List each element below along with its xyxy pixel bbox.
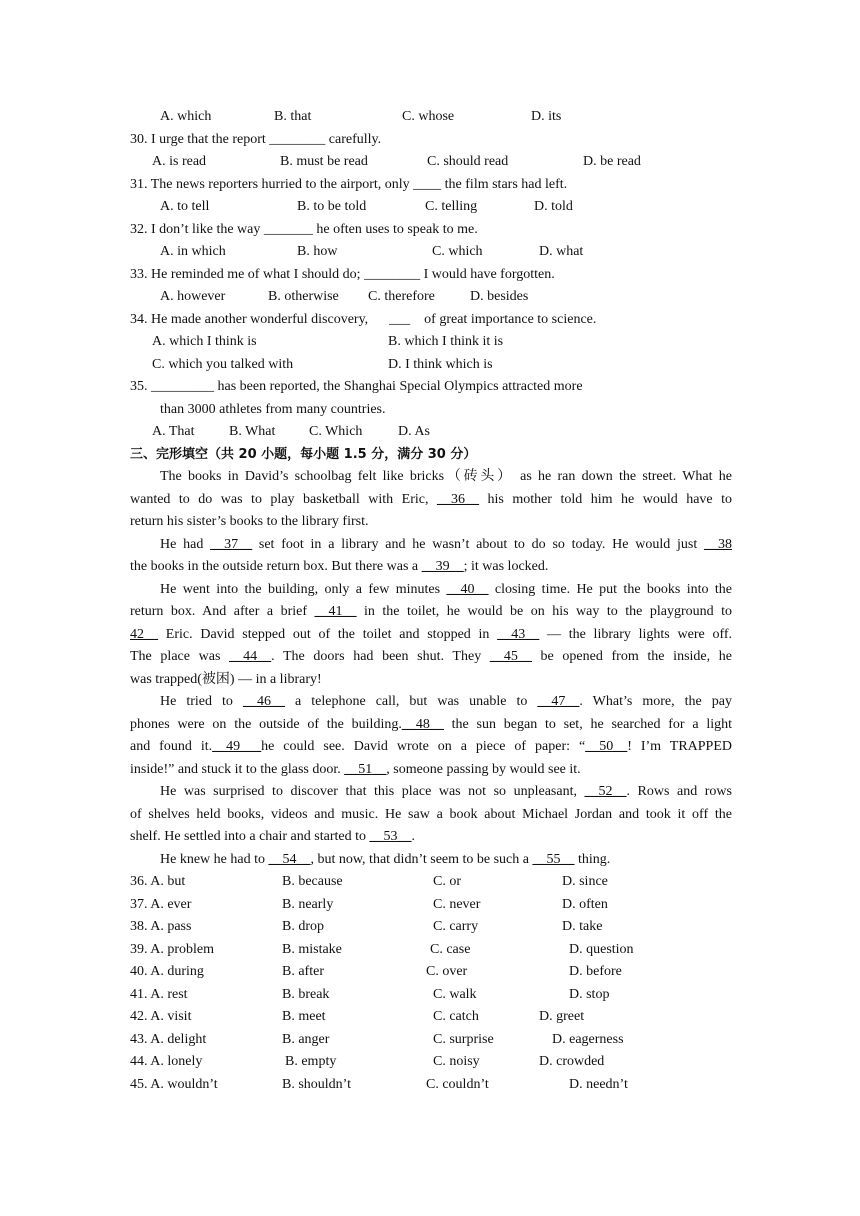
option: B. otherwise (268, 289, 339, 304)
option: B. how (297, 244, 338, 259)
option: B. break (282, 987, 330, 1002)
cloze-options-41 (130, 984, 732, 1006)
cloze-options-43 (130, 1029, 732, 1051)
cloze-options-37 (130, 894, 732, 916)
option: D. stop (569, 987, 610, 1002)
option: A. That (152, 424, 195, 439)
question-30-stem: 30. I urge that the report ________ carefully. (130, 132, 382, 147)
option: C. surprise (433, 1032, 494, 1047)
blank-37: __37__ (210, 537, 253, 552)
option: C. case (430, 942, 471, 957)
option: A. is read (152, 154, 207, 169)
cloze-options-39 (130, 939, 732, 961)
option: C. which you talked with (152, 357, 294, 372)
option: A. which (160, 109, 212, 124)
option: C. over (426, 964, 468, 979)
passage-line: inside!” and stuck it to the glass door. __51__, someone passing by would see it. (130, 762, 581, 777)
passage-line: He went into the building, only a few minutes __40__ closing time. He put the books into the (160, 582, 733, 597)
option: A. in which (160, 244, 226, 259)
option: B. nearly (282, 897, 334, 912)
option: D. often (562, 897, 608, 912)
cloze-options-38 (130, 916, 732, 938)
cloze-options-45 (130, 1074, 732, 1096)
option: A. however (160, 289, 226, 304)
cloze-options-40 (130, 961, 732, 983)
option: D. told (534, 199, 573, 214)
option: C. never (433, 897, 481, 912)
option: 45. A. wouldn’t (130, 1077, 218, 1092)
option: D. I think which is (388, 357, 493, 372)
blank-44: __44__ (229, 649, 272, 664)
option: D. eagerness (552, 1032, 624, 1047)
option: B. which I think it is (388, 334, 504, 349)
blank-52: __52__ (584, 784, 627, 799)
option: D. be read (583, 154, 641, 169)
passage-line: return his sister’s books to the library first. (130, 514, 369, 529)
option: B. shouldn’t (282, 1077, 351, 1092)
option: B. must be read (280, 154, 368, 169)
passage-line: wanted to do was to play basketball with Eric, __36__ his mother told him he would have to (130, 492, 733, 507)
blank-38: __38 (704, 537, 733, 552)
blank-42: 42__ (130, 627, 158, 642)
option: A. to tell (160, 199, 210, 214)
passage-line: and found it.__49___he could see. David wrote on a piece of paper: “__50__! I’m TRAPPED (130, 739, 733, 754)
option: C. should read (427, 154, 509, 169)
option: C. noisy (433, 1054, 480, 1069)
passage-line: 42__ Eric. David stepped out of the toilet and stopped in __43__ — the library lights were off. (130, 627, 733, 642)
blank-39: __39__ (421, 559, 464, 574)
question-34-options-row1 (130, 331, 732, 353)
option: C. couldn’t (426, 1077, 489, 1092)
passage-line: He was surprised to discover that this place was not so unpleasant, __52__. Rows and rows (160, 784, 732, 799)
blank-36: __36__ (436, 492, 479, 507)
option: D. crowded (539, 1054, 605, 1069)
passage-line: shelf. He settled into a chair and started to __53__. (130, 829, 415, 844)
option: 40. A. during (130, 964, 204, 979)
option: 36. A. but (130, 874, 186, 889)
option: 38. A. pass (130, 919, 192, 934)
option: D. needn’t (569, 1077, 628, 1092)
option: 37. A. ever (130, 897, 192, 912)
blank-51: __51__ (344, 762, 387, 777)
option: 43. A. delight (130, 1032, 207, 1047)
passage-line: the books in the outside return box. But there was a __39__; it was locked. (130, 559, 549, 574)
question-33-options (130, 286, 732, 308)
option: B. What (229, 424, 276, 439)
option: 39. A. problem (130, 942, 214, 957)
passage-line: was trapped(被困) — in a library! (130, 672, 322, 687)
option: C. whose (402, 109, 455, 124)
question-35-options (130, 421, 732, 443)
option: D. since (562, 874, 608, 889)
option: B. empty (285, 1054, 337, 1069)
option: B. to be told (297, 199, 367, 214)
question-35-stem-cont: than 3000 athletes from many countries. (160, 402, 386, 417)
option: C. carry (433, 919, 479, 934)
blank-55: __55__ (532, 852, 575, 867)
passage-line: phones were on the outside of the building.__48__ the sun began to set, he searched for a light (130, 717, 733, 732)
option: B. because (282, 874, 343, 889)
option: D. question (569, 942, 634, 957)
option: C. therefore (368, 289, 435, 304)
blank-50: __50__ (585, 739, 628, 754)
blank-45: __45__ (489, 649, 532, 664)
passage-line: return box. And after a brief __41__ in the toilet, he would be on his way to the playground to (130, 604, 732, 619)
option: 44. A. lonely (130, 1054, 203, 1069)
option: D. its (531, 109, 562, 124)
option: B. meet (282, 1009, 326, 1024)
blank-40: __40__ (446, 582, 489, 597)
q29-options (130, 106, 732, 128)
passage-line: The place was __44__. The doors had been shut. They __45__ be opened from the inside, he (130, 649, 732, 664)
option: C. Which (309, 424, 363, 439)
option: B. drop (282, 919, 324, 934)
option: 41. A. rest (130, 987, 188, 1002)
option: C. walk (433, 987, 477, 1002)
option: C. telling (425, 199, 478, 214)
option: C. or (433, 874, 461, 889)
passage-line: The books in David’s schoolbag felt like bricks（砖头） as he ran down the street. What he (160, 469, 732, 484)
question-31-stem: 31. The news reporters hurried to the airport, only ____ the film stars had left. (130, 177, 568, 192)
blank-54: __54__ (268, 852, 311, 867)
option: D. As (398, 424, 430, 439)
question-35-stem: 35. _________ has been reported, the Shanghai Special Olympics attracted more (130, 379, 583, 394)
option: B. anger (282, 1032, 330, 1047)
blank-53: __53__ (369, 829, 412, 844)
passage-line: He had __37__ set foot in a library and he wasn’t about to do so today. He would just __38 (160, 537, 733, 552)
passage-line: He knew he had to __54__, but now, that didn’t seem to be such a __55__ thing. (160, 852, 611, 867)
passage-line: of shelves held books, videos and music. He saw a book about Michael Jordan and took it off the (130, 807, 732, 822)
option: C. catch (433, 1009, 479, 1024)
option: C. which (432, 244, 483, 259)
question-32-stem: 32. I don’t like the way _______ he often uses to speak to me. (130, 222, 478, 237)
question-31-options (130, 196, 732, 218)
option: B. mistake (282, 942, 342, 957)
option: D. greet (539, 1009, 585, 1024)
question-34-stem: 34. He made another wonderful discovery, ___ of great importance to science. (130, 312, 597, 327)
question-33-stem: 33. He reminded me of what I should do; ________ I would have forgotten. (130, 267, 555, 282)
blank-47: __47__ (537, 694, 580, 709)
cloze-options-42 (130, 1006, 732, 1028)
cloze-options-44 (130, 1051, 732, 1073)
blank-46: __46__ (242, 694, 285, 709)
option: B. after (282, 964, 324, 979)
section-title: 三、完形填空（共 20 小题，每小题 1.5 分，满分 30 分） (130, 447, 477, 462)
option: D. take (562, 919, 603, 934)
blank-49: __49___ (212, 739, 262, 754)
blank-41: __41__ (314, 604, 357, 619)
option: D. besides (470, 289, 529, 304)
passage-line: He tried to __46__ a telephone call, but was unable to __47__. What’s more, the pay (160, 694, 733, 709)
question-30-options (130, 151, 732, 173)
option: 42. A. visit (130, 1009, 192, 1024)
question-32-options (130, 241, 732, 263)
question-34-options-row2 (130, 354, 732, 376)
option: D. what (539, 244, 584, 259)
cloze-options-36 (130, 871, 732, 893)
blank-43: __43__ (497, 627, 540, 642)
option: B. that (274, 109, 312, 124)
blank-48: __48__ (401, 717, 444, 732)
option: A. which I think is (152, 334, 257, 349)
option: D. before (569, 964, 622, 979)
